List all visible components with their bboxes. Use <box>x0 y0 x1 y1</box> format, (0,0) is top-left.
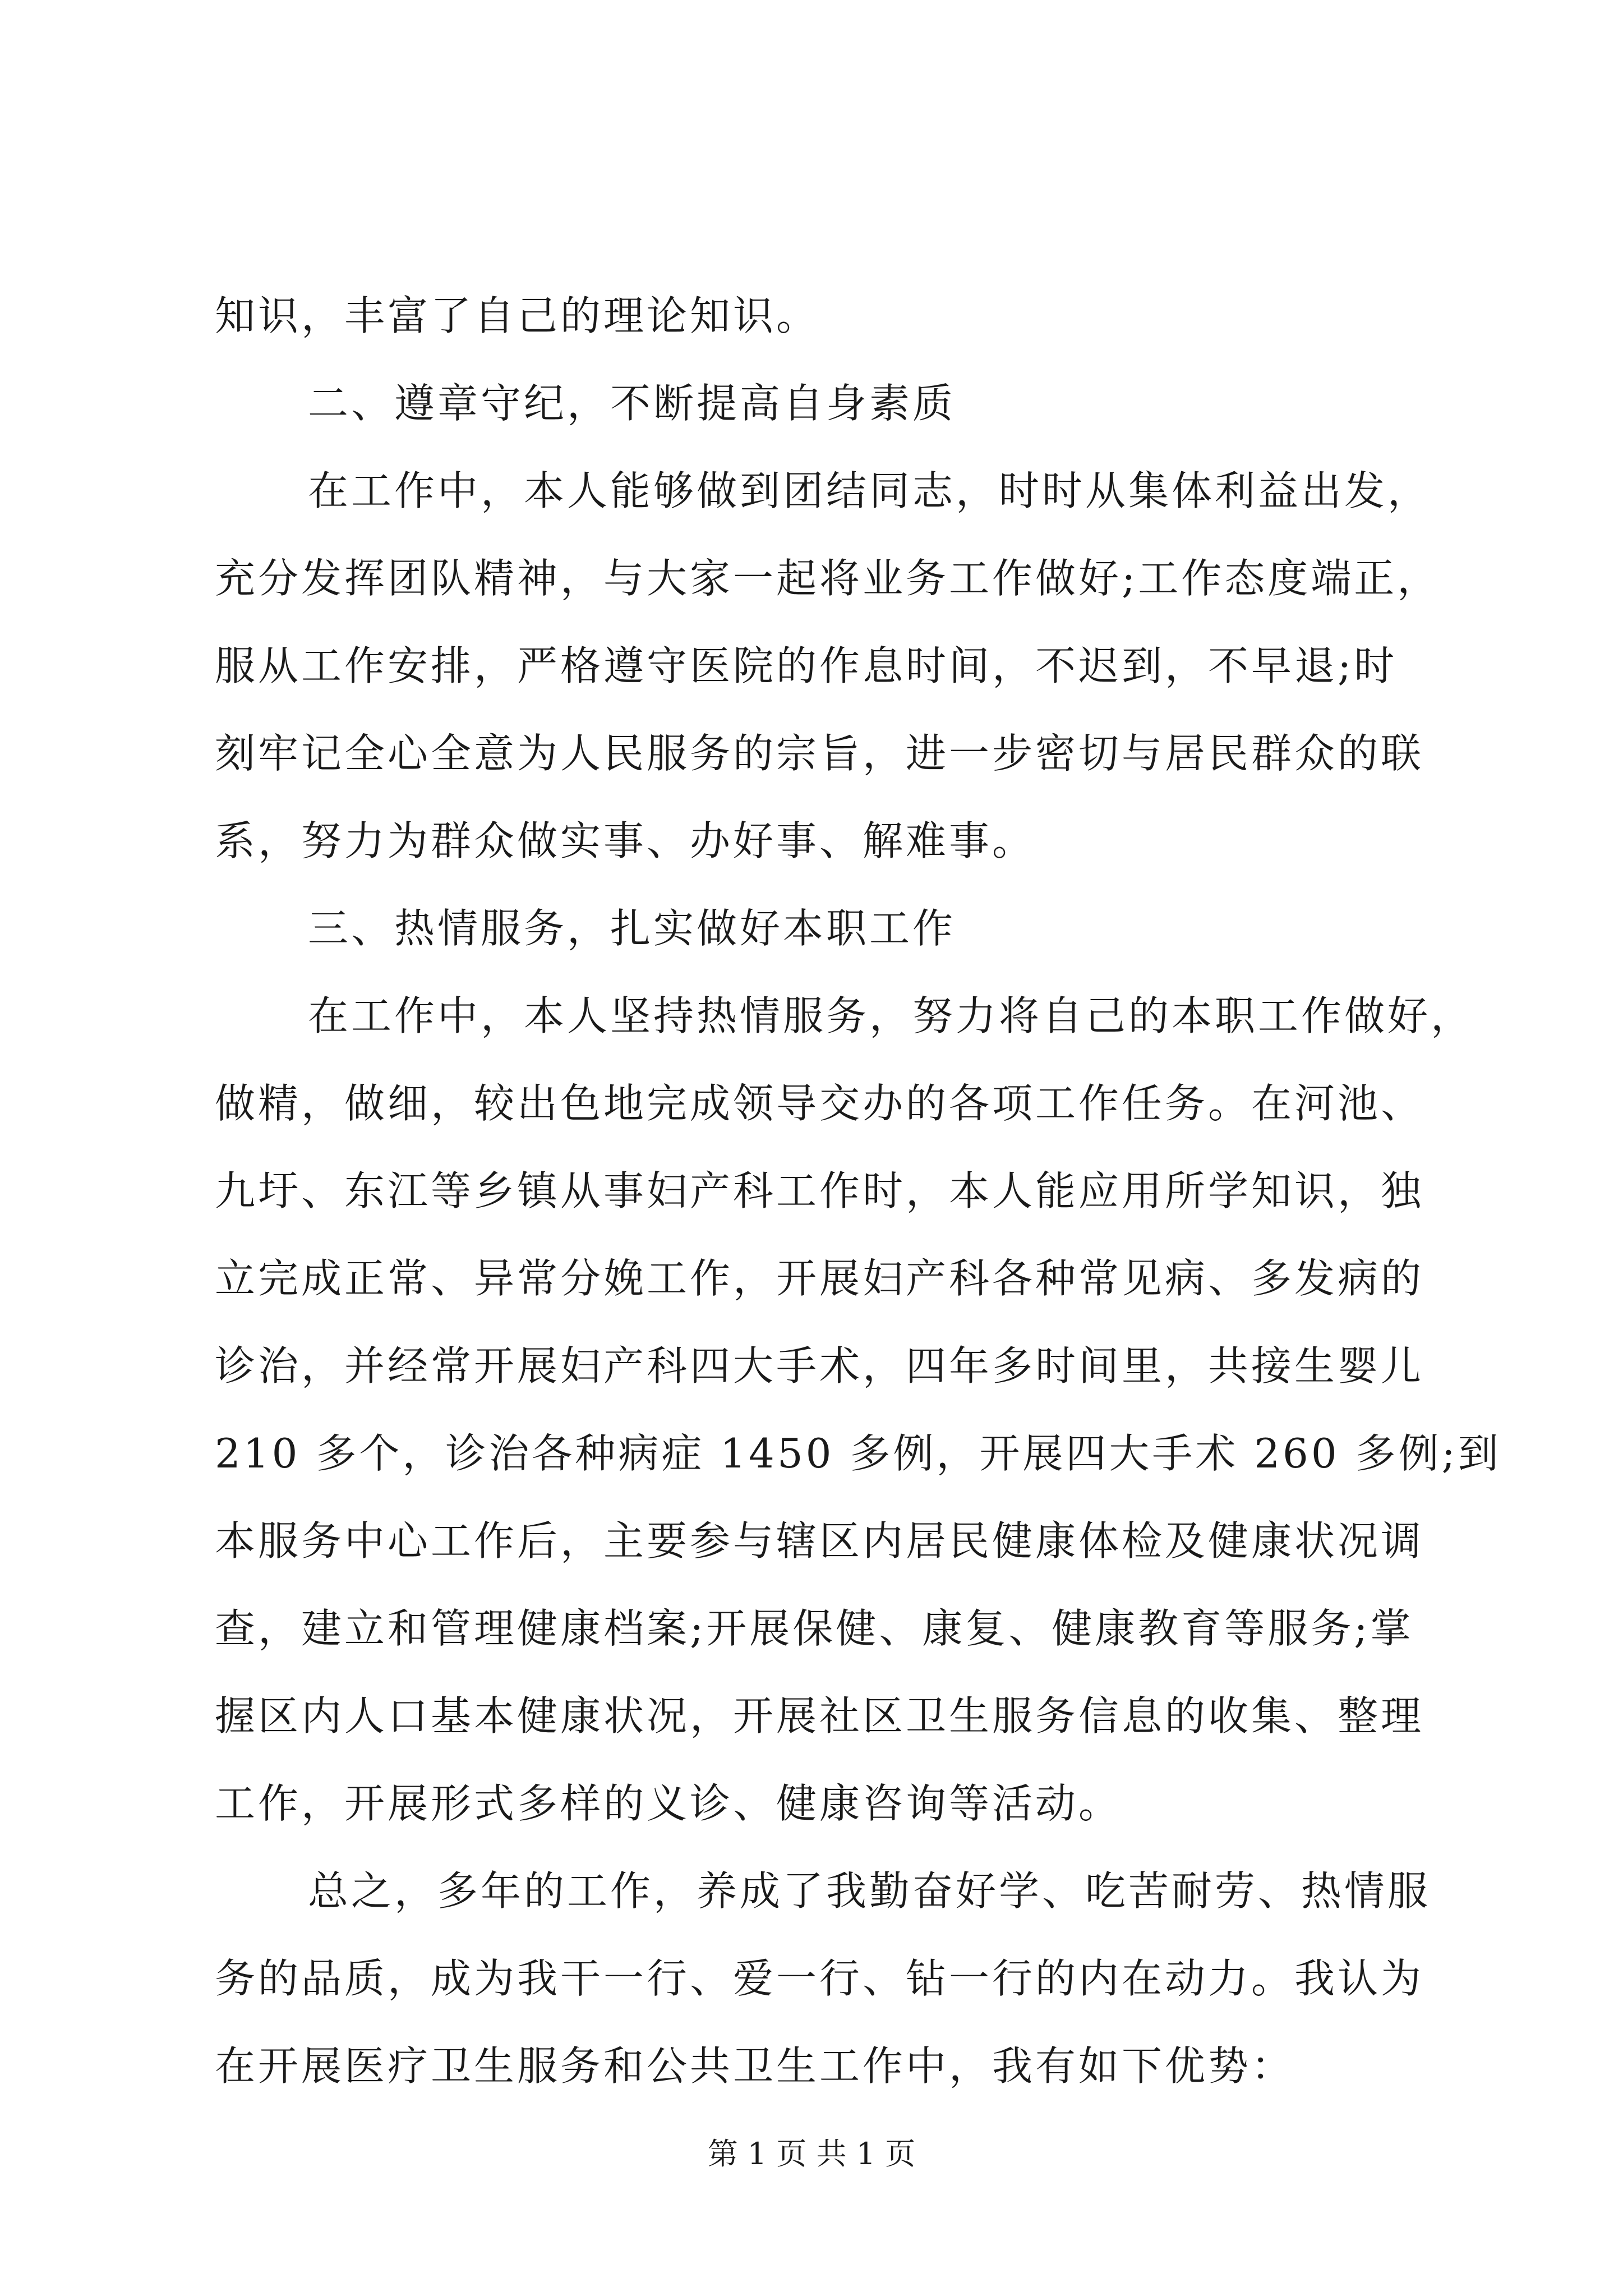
section-heading: 三、热情服务，扎实做好本职工作 <box>308 905 956 952</box>
text-line: 查，建立和管理健康档案;开展保健、康复、健康教育等服务;掌 <box>215 1605 1414 1652</box>
text-line: 务的品质，成为我干一行、爱一行、钻一行的内在动力。我认为 <box>215 1955 1424 2002</box>
page-footer: 第 1 页 共 1 页 <box>707 2136 916 2171</box>
text-line: 总之，多年的工作，养成了我勤奋好学、吃苦耐劳、热情服 <box>308 1867 1431 1915</box>
text-line: 在开展医疗卫生服务和公共卫生工作中，我有如下优势： <box>215 2042 1295 2090</box>
text-line: 诊治，并经常开展妇产科四大手术，四年多时间里，共接生婴儿 <box>215 1342 1424 1389</box>
text-line: 知识，丰富了自己的理论知识。 <box>215 292 820 339</box>
section-heading: 二、遵章守纪，不断提高自身素质 <box>308 380 956 427</box>
text-line: 在工作中，本人坚持热情服务，努力将自己的本职工作做好， <box>308 992 1474 1039</box>
text-line: 210 多个，诊治各种病症 1450 多例，开展四大手术 260 多例;到 <box>215 1430 1501 1477</box>
text-line: 在工作中，本人能够做到团结同志，时时从集体利益出发， <box>308 467 1431 514</box>
text-line: 系，努力为群众做实事、办好事、解难事。 <box>215 817 1036 864</box>
text-line: 立完成正常、异常分娩工作，开展妇产科各种常见病、多发病的 <box>215 1255 1424 1302</box>
text-line: 工作，开展形式多样的义诊、健康咨询等活动。 <box>215 1780 1122 1827</box>
text-line: 刻牢记全心全意为人民服务的宗旨，进一步密切与居民群众的联 <box>215 730 1424 777</box>
document-body <box>215 272 1501 2110</box>
text-line: 服从工作安排，严格遵守医院的作息时间，不迟到，不早退;时 <box>215 642 1398 689</box>
text-line: 做精，做细，较出色地完成领导交办的各项工作任务。在河池、 <box>215 1080 1424 1127</box>
text-line: 充分发挥团队精神，与大家一起将业务工作做好;工作态度端正， <box>215 555 1441 602</box>
text-line: 九圩、东江等乡镇从事妇产科工作时，本人能应用所学知识，独 <box>215 1167 1424 1214</box>
text-line: 握区内人口基本健康状况，开展社区卫生服务信息的收集、整理 <box>215 1692 1424 1740</box>
text-line: 本服务中心工作后，主要参与辖区内居民健康体检及健康状况调 <box>215 1517 1424 1565</box>
